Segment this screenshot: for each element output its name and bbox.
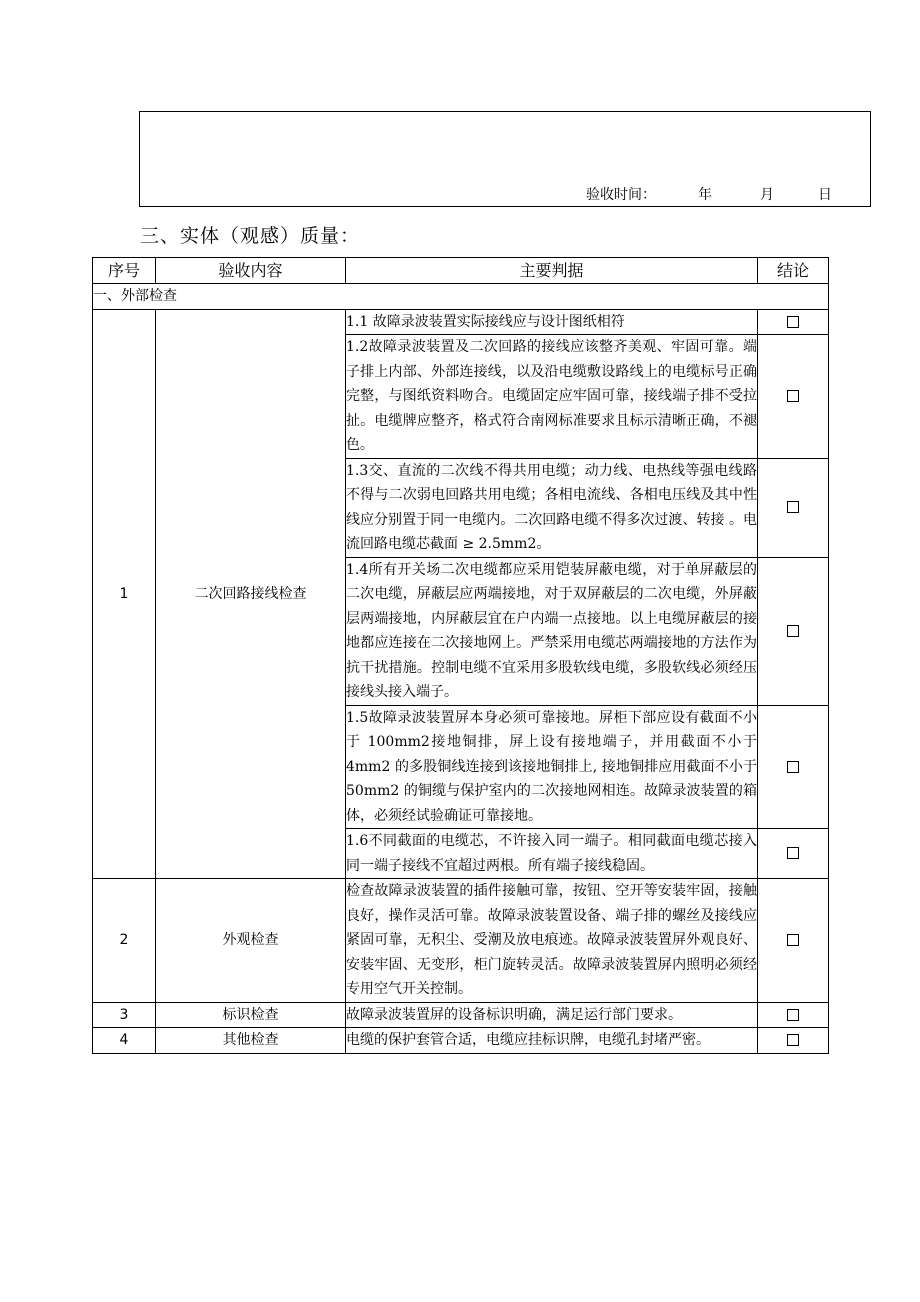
header-result: 结论 [758, 258, 829, 284]
result-cell [758, 458, 829, 557]
criteria-text: 1.1 故障录波装置实际接线应与设计图纸相符 [346, 309, 758, 335]
criteria-text: 电缆的保护套管合适，电缆应挂标识牌，电缆孔封堵严密。 [346, 1028, 758, 1054]
row-number: 1 [93, 309, 156, 879]
checkbox[interactable] [787, 501, 799, 513]
result-cell [758, 879, 829, 1003]
header-content: 验收内容 [156, 258, 346, 284]
result-cell [758, 705, 829, 829]
criteria-text: 检查故障录波装置的插件接触可靠，按钮、空开等安装牢固，接触良好，操作灵活可靠。故障录波装置设备、端子排的螺丝及接线应紧固可靠，无积尘、受潮及放电痕迹。故障录波装置屏外观良好、安装牢固、无变形，柜门旋转灵活。故障录波装置屏内照明必须经专用空气开关控制。 [346, 879, 758, 1003]
criteria-text: 1.4所有开关场二次电缆都应采用铠装屏蔽电缆，对于单屏蔽层的二次电缆，屏蔽层应两端接地，对于双屏蔽层的二次电缆，外屏蔽层两端接地，内屏蔽层宜在户内端一点接地。以上电缆屏蔽层的接地都应连接在二次接地网上。严禁采用电缆芯两端接地的方法作为抗干扰措施。控制电缆不宜采用多股软线电缆，多股软线必须经压接线头接入端子。 [346, 557, 758, 705]
result-cell [758, 1002, 829, 1028]
checkbox[interactable] [787, 761, 799, 773]
result-cell [758, 557, 829, 705]
month-label: 月 [760, 187, 774, 203]
checkbox[interactable] [787, 390, 799, 402]
result-cell [758, 829, 829, 879]
row-number: 4 [93, 1028, 156, 1054]
checkbox[interactable] [787, 625, 799, 637]
table-row [93, 1002, 829, 1028]
table-header-row [93, 258, 829, 284]
category-row [93, 284, 829, 310]
row-number: 3 [93, 1002, 156, 1028]
result-cell [758, 335, 829, 459]
acceptance-time-label: 验收时间： [586, 187, 656, 203]
check-item: 外观检查 [156, 879, 346, 1003]
category-label: 一、外部检查 [93, 284, 829, 310]
row-number: 2 [93, 879, 156, 1003]
check-item: 标识检查 [156, 1002, 346, 1028]
acceptance-time [586, 184, 832, 204]
check-item: 二次回路接线检查 [156, 309, 346, 879]
check-item: 其他检查 [156, 1028, 346, 1054]
criteria-text: 1.5故障录波装置屏本身必须可靠接地。屏柜下部应设有截面不小于 100mm2接地铜排，屏上设有接地端子，并用截面不小于4mm2 的多股铜线连接到该接地铜排上, 接地铜排应用截面不小于 50mm2 的铜缆与保护室内的二次接地网相连。故障录波装置的箱体，必须经试验确证可靠接地。 [346, 705, 758, 829]
checkbox[interactable] [787, 1009, 799, 1021]
checkbox[interactable] [787, 1034, 799, 1046]
quality-table [92, 257, 829, 1054]
section-title: 三、实体（观感）质量： [140, 225, 361, 247]
criteria-text: 1.2故障录波装置及二次回路的接线应该整齐美观、牢固可靠。端子排上内部、外部连接线，以及沿电缆敷设路线上的电缆标号正确完整，与图纸资料吻合。电缆固定应牢固可靠，接线端子排不受拉扯。电缆牌应整齐，格式符合南网标准要求且标示清晰正确，不褪色。 [346, 335, 758, 459]
table-row [93, 879, 829, 1003]
table-row [93, 309, 829, 335]
signature-box [139, 111, 871, 207]
checkbox[interactable] [787, 934, 799, 946]
criteria-text: 1.6不同截面的电缆芯，不许接入同一端子。相同截面电缆芯接入同一端子接线不宜超过两根。所有端子接线稳固。 [346, 829, 758, 879]
checkbox[interactable] [787, 847, 799, 859]
header-criteria: 主要判据 [346, 258, 758, 284]
criteria-text: 1.3交、直流的二次线不得共用电缆；动力线、电热线等强电线路不得与二次弱电回路共用电缆；各相电流线、各相电压线及其中性线应分别置于同一电缆内。二次回路电缆不得多次过渡、转接 。电流回路电缆芯截面 ≥ 2.5mm2。 [346, 458, 758, 557]
year-label: 年 [698, 187, 712, 203]
header-no: 序号 [93, 258, 156, 284]
result-cell [758, 1028, 829, 1054]
day-label: 日 [818, 187, 832, 203]
criteria-text: 故障录波装置屏的设备标识明确，满足运行部门要求。 [346, 1002, 758, 1028]
table-row [93, 1028, 829, 1054]
result-cell [758, 309, 829, 335]
checkbox[interactable] [787, 316, 799, 328]
